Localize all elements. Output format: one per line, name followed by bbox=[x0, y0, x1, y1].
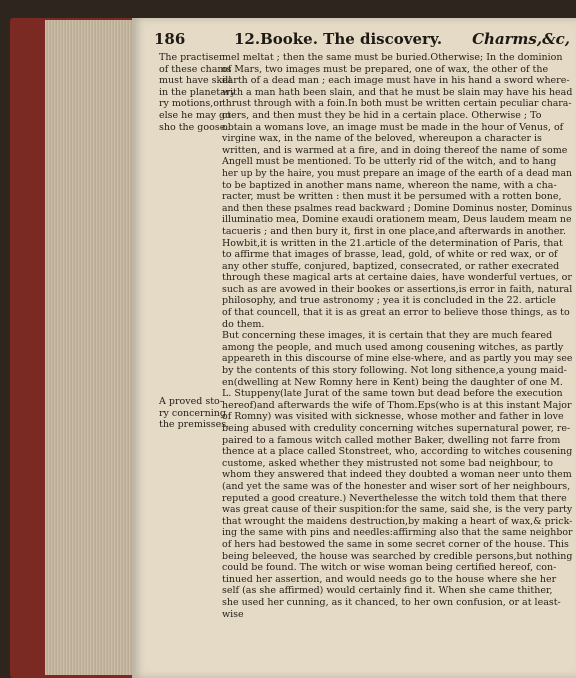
text-line: hereof)and afterwards the wife of Thom.Eps(who is at this instant Major bbox=[222, 399, 572, 411]
running-header bbox=[154, 30, 570, 52]
text-line: virgine wax, in the name of the beloved, whereupon a character is bbox=[222, 133, 542, 145]
text-line: tinued her assertion, and would needs go to the house where she her bbox=[222, 573, 557, 585]
text-line: being abused with credulity concerning witches supernatural power, re- bbox=[222, 423, 571, 434]
margin-line: the premisses. bbox=[159, 419, 230, 431]
text-line: obtain a womans love, an image must be made in the hour of Venus, of bbox=[222, 121, 564, 133]
text-line: earth of a dead man ; each image must have in his hand a sword where- bbox=[222, 75, 570, 87]
margin-line: ry motions,or bbox=[159, 98, 224, 110]
text-line: of Mars, two images must be prepared, one of wax, the other of the bbox=[222, 63, 549, 75]
text-line: self (as she affirmed) would certainly find it. When she came thither, bbox=[222, 585, 553, 597]
text-line: being beleeved, the house was searched by credible persons,but nothing bbox=[222, 550, 573, 562]
text-line: of that councell, that it is as great an error to believe those things, as to bbox=[222, 307, 570, 319]
text-line: to be baptized in another mans name, whereon the name, with a cha- bbox=[222, 179, 557, 191]
margin-line: sho the goose. bbox=[159, 121, 229, 133]
text-line: But concerning these images, it is certain that they are much feared bbox=[222, 330, 553, 342]
text-line: mel meltat ; then the same must be buried.Otherwise; In the dominion bbox=[222, 52, 563, 63]
text-line: any other stuffe, conjured, baptized, consecrated, or rather execrated bbox=[222, 260, 560, 272]
margin-line: must have skill bbox=[159, 75, 232, 87]
text-line: Angell must be mentioned. To be utterly rid of the witch, and to hang bbox=[222, 156, 557, 168]
text-line: to affirme that images of brasse, lead, gold, of white or red wax, or of bbox=[222, 249, 558, 261]
margin-line: The practiser bbox=[159, 52, 224, 63]
text-line: thrust through with a foin.In both must be written certain peculiar chara- bbox=[222, 98, 572, 110]
text-line: could be found. The witch or wise woman being certified hereof, con- bbox=[222, 562, 557, 574]
text-line: L. Stuppeny(late Jurat of the same town but dead before the execution bbox=[222, 388, 563, 400]
text-line: ing the same with pins and needles:affirming also that the same neighbor bbox=[222, 527, 573, 539]
text-line: Howbit,it is written in the 21.article of the determination of Paris, that bbox=[222, 237, 563, 249]
text-line: custome, asked whether they mistrusted not some bad neighbour, to bbox=[222, 457, 554, 469]
text-line: appeareth in this discourse of mine else-where, and as partly you may see bbox=[222, 353, 573, 365]
margin-line: in the planetary bbox=[159, 86, 236, 98]
text-line: racter, must be written : then must it be persumed with a rotten bone, bbox=[222, 191, 562, 203]
text-line: thence at a place called Stonstreet, who, according to witches cousening bbox=[222, 446, 573, 458]
text-line: do them. bbox=[222, 318, 265, 330]
text-line: reputed a good creature.) Neverthelesse the witch told them that there bbox=[222, 492, 567, 504]
text-line: such as are avowed in their bookes or assertions,is error in faith, natural bbox=[222, 283, 573, 295]
text-line: en(dwelling at New Romny here in Kent) being the daughter of one M. bbox=[222, 376, 563, 388]
text-line: with a man hath been slain, and that he must be slain may have his head bbox=[222, 86, 573, 98]
text-line: through these magical arts at certaine daies, have wonderful vertues, or bbox=[222, 272, 572, 284]
text-line: among the people, and much used among cousening witches, as partly bbox=[222, 341, 564, 353]
margin-line: of these chams bbox=[159, 63, 232, 75]
body-text bbox=[222, 52, 572, 620]
page-edges bbox=[45, 20, 140, 675]
text-line: and then these psalmes read backward ; Domine Dominus noster, Dominus bbox=[222, 202, 573, 214]
text-line: tacueris ; and then bury it, first in one place,and afterwards in another. bbox=[222, 225, 566, 237]
text-line: illuminatio mea, Domine exaudi orationem meam, Deus laudem meam ne bbox=[222, 214, 572, 226]
page-number: 186 bbox=[154, 30, 186, 48]
text-line: by the contents of this story following. Not long sithence,a young maid- bbox=[222, 365, 567, 377]
text-line: written, and is warmed at a fire, and in doing thereof the name of some bbox=[222, 144, 568, 156]
text-line: was great cause of their suspition:for the same, said she, is the very party bbox=[222, 504, 573, 516]
text-line: philosophy, and true astronomy ; yea it is concluded in the 22. article bbox=[222, 295, 556, 307]
text-line: (and yet the same was of the honester and wiser sort of her neighbours, bbox=[222, 480, 571, 492]
page-title: 12.Booke. The discovery. bbox=[234, 30, 443, 48]
text-line: whom they answered that indeed they doubted a woman neer unto them bbox=[222, 469, 572, 481]
running-head: Charms,&c, bbox=[472, 30, 570, 48]
margin-line: else he may go bbox=[159, 109, 231, 121]
text-line: cters, and then must they be hid in a certain place. Otherwise ; To bbox=[222, 109, 542, 121]
text-line: wise bbox=[222, 608, 244, 620]
text-line: of Romny) was visited with sicknesse, whose mother and father in love bbox=[222, 411, 564, 423]
margin-line: ry concerning bbox=[159, 407, 226, 419]
text-line: her up by the haire, you must prepare an image of the earth of a dead man bbox=[222, 167, 572, 179]
text-line: she used her cunning, as it chanced, to her own confusion, or at least- bbox=[222, 596, 561, 608]
margin-line: A proved sto- bbox=[159, 396, 223, 407]
text-line: that wrought the maidens destruction,by making a heart of wax,& prick- bbox=[222, 515, 573, 527]
book-page bbox=[132, 18, 576, 678]
text-line: of hers had bestowed the same in some secret corner of the house. This bbox=[222, 538, 569, 550]
text-line: paired to a famous witch called mother Baker, dwelling not farre from bbox=[222, 434, 561, 446]
